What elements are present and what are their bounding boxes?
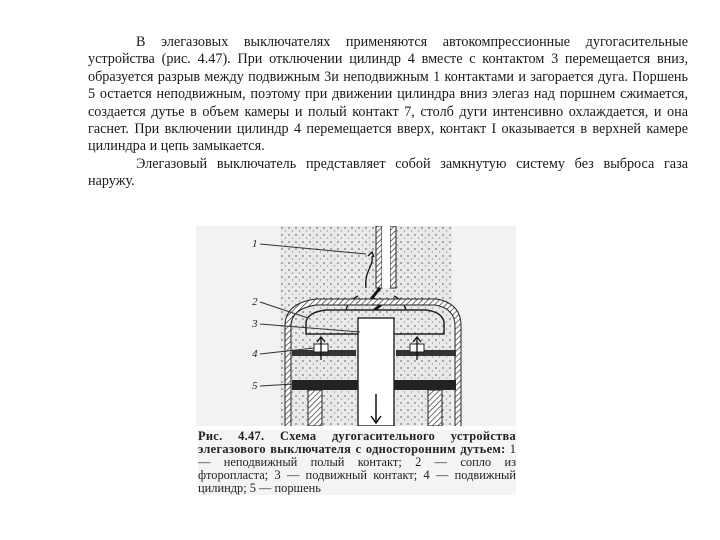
arc-chute-diagram [196,226,516,426]
label-2: 2 [252,296,258,308]
label-3: 3 [252,318,258,330]
paragraph-2: Элегазовый выключатель представляет собой замкнутую систему без выброса газа наружу. [88,155,688,190]
figure-4-47 [196,226,516,426]
caption-title: Рис. 4.47. Схема дугогасительного устройства элегазового выключателя с односторонним дутьем: [198,429,516,456]
figure-caption [198,430,516,495]
partition-right [396,350,456,356]
paragraph-1: В элегазовых выключателях применяются автокомпрессионные дугогасительные устройства (рис. 4.47). При отключении цилиндр 4 вместе с контактом 3 перемещается вниз, образуется разрыв между подвижным 3и неподвижным 1 контактами и загорается дуга. Поршень 5 остается неподвижным, поэтому при движении цилиндра вниз элегаз над поршнем сжимается, создается дутье в объем камеры и полый контакт 7, столб дуги интенсивно охлаждается, и она гаснет. При включении цилиндр 4 перемещается вверх, контакт I оказывается в верхней камере цилиндра и цепь замыкается. [88,34,688,155]
label-4: 4 [252,348,258,360]
label-5: 5 [252,380,258,392]
caption-body: 1 — неподвижный полый контакт; 2 — сопло из фторопласта; 3 — подвижный контакт; 4 — подвижный цилиндр; 5 — поршень [198,442,516,495]
label-1: 1 [252,238,258,250]
fixed-hollow-contact [376,226,396,288]
body-text [88,34,688,191]
